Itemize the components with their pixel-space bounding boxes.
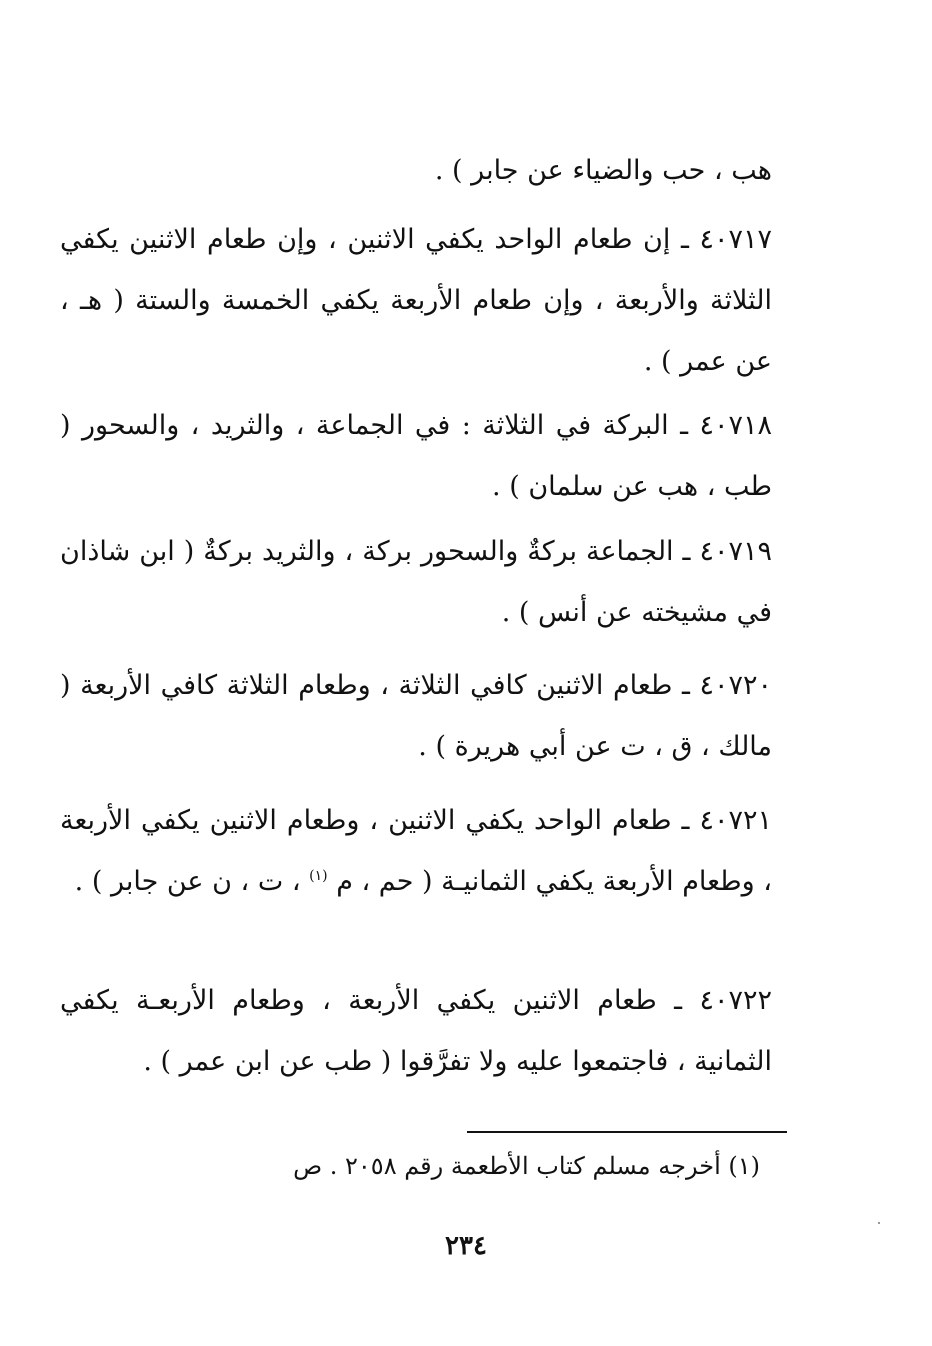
footnote-divider	[467, 1131, 787, 1133]
hadith-entry	[60, 970, 772, 1092]
entry-text: إن طعام الواحد يكفي الاثنين ، وإن طعام الاثنين يكفي الثلاثة والأربعة ، وإن طعام الأربعة يكفي الخمسة والستة ( هـ ، عن عمر ) .	[60, 224, 772, 377]
continuation-paragraph	[60, 140, 772, 201]
footnote-marker[interactable]: (١)	[309, 868, 328, 884]
entry-number: ٤٠٧١٨	[699, 410, 772, 441]
entry-text: البركة في الثلاثة : في الجماعة ، والثريد ، والسحور ( طب ، هب عن سلمان ) .	[60, 410, 772, 502]
entry-dash: ـ	[682, 536, 691, 567]
entry-text: الجماعة بركةٌ والسحور بركة ، والثريد بركةٌ ( ابن شاذان في مشيخته عن أنس ) .	[60, 536, 772, 628]
scan-speck	[878, 1222, 880, 1224]
entry-text: طعام الاثنين يكفي الأربعة ، وطعام الأربعـة يكفي الثمانية ، فاجتمعوا عليه ولا تفرَّقوا ( طب عن ابن عمر ) .	[60, 985, 772, 1077]
page-number: ٢٣٤	[445, 1231, 487, 1261]
entry-number: ٤٠٧٢٢	[699, 985, 772, 1016]
entry-dash: ـ	[680, 224, 689, 255]
entry-dash: ـ	[680, 410, 689, 441]
entry-number: ٤٠٧١٧	[699, 224, 772, 255]
continuation-text: هب ، حب والضياء عن جابر ) .	[434, 155, 772, 186]
entry-number: ٤٠٧١٩	[699, 536, 772, 567]
entry-dash: ـ	[674, 985, 683, 1016]
entry-text: طعام الاثنين كافي الثلاثة ، وطعام الثلاثة كافي الأربعة ( مالك ، ق ، ت عن أبي هريرة ) .	[60, 670, 772, 762]
footnote: (١) أخرجه مسلم كتاب الأطعمة رقم ٢٠٥٨ . ص	[293, 1152, 760, 1180]
entry-number: ٤٠٧٢١	[699, 805, 772, 836]
entry-text: طعام الواحد يكفي الاثنين ، وطعام الاثنين يكفي الأربعة ، وطعام الأربعة يكفي الثمانيـة ( حم ، م	[60, 805, 772, 897]
entry-text-continued: ، ت ، ن عن جابر ) .	[74, 866, 301, 897]
entry-dash: ـ	[681, 805, 690, 836]
hadith-entry	[60, 209, 772, 392]
hadith-entry	[60, 395, 772, 517]
hadith-entry	[60, 790, 772, 912]
hadith-entry	[60, 521, 772, 643]
entry-dash: ـ	[681, 670, 690, 701]
entry-number: ٤٠٧٢٠	[699, 670, 772, 701]
hadith-entry	[60, 655, 772, 777]
